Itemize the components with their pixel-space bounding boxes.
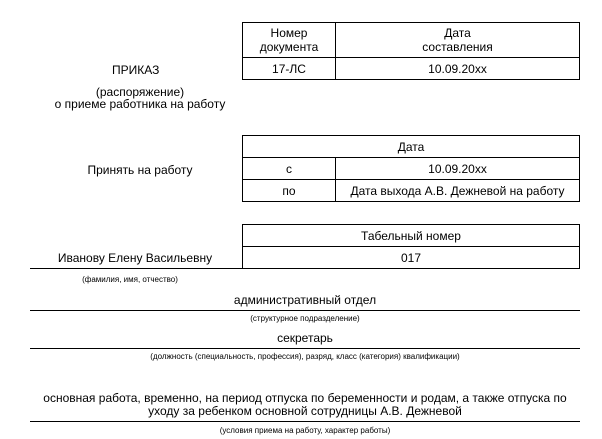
- department-underline: [30, 310, 580, 311]
- order-title: ПРИКАЗ: [112, 63, 160, 77]
- hire-to-label: по: [242, 179, 336, 202]
- position-value: секретарь: [277, 331, 333, 345]
- hire-to-value: Дата выхода А.В. Дежневой на работу: [335, 179, 580, 202]
- conditions-caption: (условия приема на работу, характер работы): [219, 426, 391, 435]
- employee-name-underline: [30, 268, 243, 269]
- position-caption: (должность (специальность, профессия), разряд, класс (категория) квалификации): [150, 352, 460, 361]
- date-header-label: Дата составления: [422, 26, 493, 54]
- date-header: [335, 22, 580, 58]
- tab-number-header: Табельный номер: [242, 224, 580, 247]
- hire-label: Принять на работу: [87, 163, 193, 177]
- department-value: административный отдел: [233, 293, 377, 307]
- employee-name-caption: (фамилия, имя, отчество): [82, 275, 178, 284]
- doc-number-header: [242, 22, 336, 58]
- order-subtitle: (распоряжение): [95, 85, 185, 99]
- position-underline: [30, 348, 580, 349]
- conditions-underline: [30, 421, 580, 422]
- hire-from-label: с: [242, 157, 336, 180]
- doc-number-header-label: Номер документа: [259, 26, 319, 54]
- order-subject: о приеме работника на работу: [54, 97, 226, 111]
- doc-date-value: 10.09.20xx: [335, 57, 580, 80]
- tab-number-value: 017: [242, 246, 580, 269]
- conditions-line-2: уходу за ребенком основной сотрудницы А.В. Дежневой: [148, 404, 462, 418]
- hire-from-value: 10.09.20xx: [335, 157, 580, 180]
- hire-date-header: Дата: [242, 135, 580, 158]
- conditions-line-1: основная работа, временно, на период отпуска по беременности и родам, а также отпуска по: [43, 391, 567, 405]
- doc-number-value: 17-ЛС: [242, 57, 336, 80]
- employee-name: Иванову Елену Васильевну: [57, 251, 213, 265]
- department-caption: (структурное подразделение): [250, 314, 360, 323]
